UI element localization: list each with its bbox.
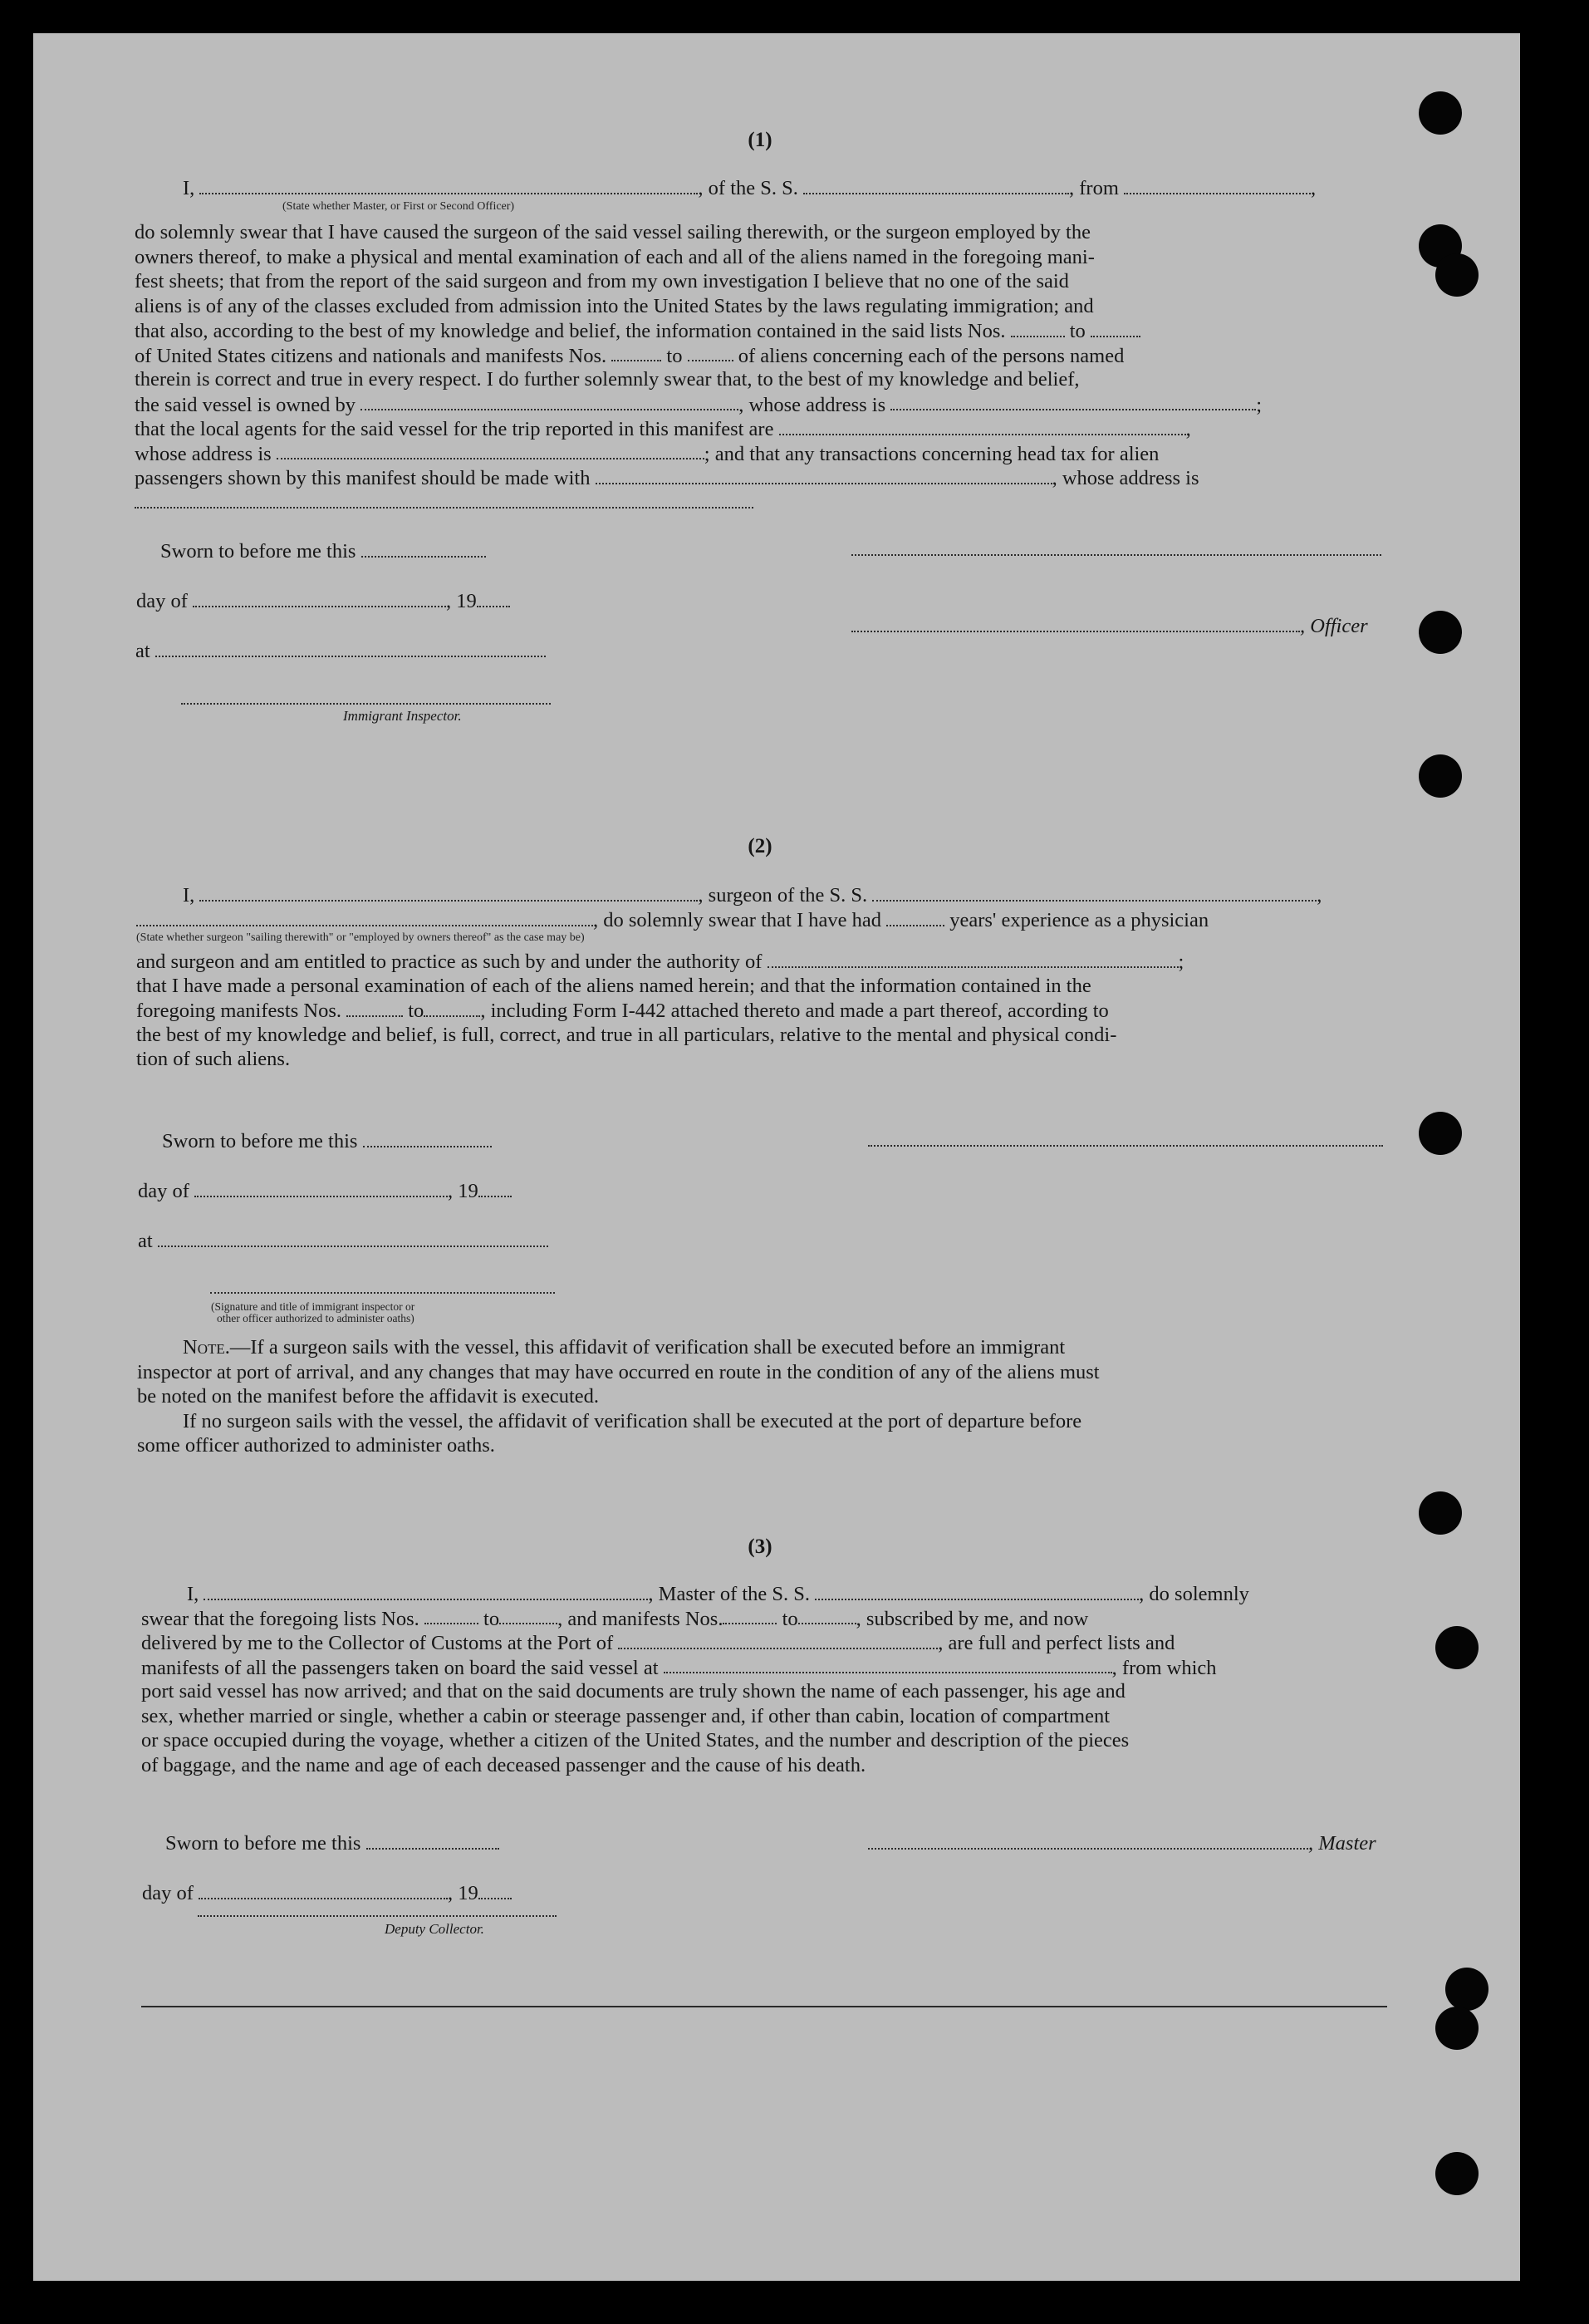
master-label: , Master: [1308, 1831, 1376, 1855]
punch-hole: [1435, 1626, 1479, 1669]
s2-year-field[interactable]: [478, 1178, 512, 1197]
s3-manifests-to-field[interactable]: [798, 1606, 856, 1625]
s3-delivered-line: delivered by me to the Collector of Customs at the Port of , are full and perfect lists and: [141, 1631, 1175, 1654]
s1-line-final-address: [135, 490, 1419, 515]
s2-sworn-row: Sworn to before me this: [162, 1128, 492, 1153]
s1-line-head-tax: passengers shown by this manifest should be made with , whose address is: [135, 466, 1199, 489]
punch-hole: [1419, 1112, 1462, 1155]
s3-month-field[interactable]: [199, 1880, 448, 1899]
note-line: inspector at port of arrival, and any changes that may have occurred en route in the condition of any of the aliens must: [137, 1360, 1100, 1383]
s1-line-manifests: of United States citizens and nationals and manifests Nos. to of aliens concerning each of the persons named: [135, 344, 1125, 367]
from-port-field[interactable]: [1124, 175, 1311, 194]
s1-sworn-row: Sworn to before me this: [160, 538, 486, 563]
section-1-body: [135, 220, 1419, 514]
collector-port-field[interactable]: [618, 1630, 938, 1649]
s3-sworn-row: Sworn to before me this: [165, 1830, 499, 1855]
officer-label: , Officer: [1300, 614, 1368, 637]
section-3-body: [141, 1581, 1425, 1777]
s2-first-line: I, , surgeon of the S. S. ,: [183, 883, 1322, 907]
form-sheet: [33, 33, 1520, 2281]
owner-field[interactable]: [360, 392, 738, 411]
s2-manifests-to-field[interactable]: [424, 998, 480, 1017]
section-3-number: (3): [748, 1535, 772, 1558]
s1-line: aliens is of any of the classes excluded from admission into the United States by the laws regulating immigration; and: [135, 294, 1094, 317]
agents-field[interactable]: [779, 416, 1186, 435]
s1-line: fest sheets; that from the report of the said surgeon and from my own investigation I believe that no one of the said: [135, 270, 1069, 292]
s2-inspector-signature-line[interactable]: [210, 1292, 555, 1294]
master-signature-field[interactable]: [868, 1830, 1308, 1850]
section-1-first-line: I, , of the S. S. , from ,: [183, 176, 1317, 199]
s2-vessel-field[interactable]: [872, 882, 1317, 902]
surgeon-caption: (State whether surgeon "sailing therewith" or "employed by owners thereof" as the case may be): [136, 931, 585, 944]
note-block: [137, 1335, 1423, 1458]
of-the-ss-label: , of the S. S.: [698, 176, 798, 199]
s3-day-row: day of , 19: [142, 1880, 512, 1905]
s3-manifests-from-field[interactable]: [723, 1606, 777, 1625]
section-2-body: [136, 949, 1423, 1072]
punch-hole: [1419, 754, 1462, 798]
note-line: If no surgeon sails with the vessel, the affidavit of verification shall be executed at the port of departure before: [183, 1409, 1082, 1432]
from-label: , from: [1069, 176, 1119, 199]
master-name-field[interactable]: [204, 1581, 648, 1600]
s3-line: or space occupied during the voyage, whether a citizen of the United States, and the number and description of the pieces: [141, 1729, 1130, 1752]
s2-surgeon-signature-line[interactable]: [868, 1145, 1383, 1147]
years-experience-field[interactable]: [886, 907, 944, 926]
punch-hole: [1419, 1491, 1462, 1535]
note-heading: Note.: [183, 1336, 230, 1359]
s2-second-line: , do solemnly swear that I have had years' experience as a physician: [136, 907, 1209, 932]
vessel-name-field[interactable]: [803, 175, 1069, 194]
punch-hole: [1419, 91, 1462, 135]
embarkation-port-field[interactable]: [664, 1655, 1112, 1674]
s1-line: owners thereof, to make a physical and mental examination of each and all of the aliens named in the foregoing mani-: [135, 245, 1095, 268]
s3-lists-from-field[interactable]: [424, 1606, 478, 1625]
punch-hole: [1435, 2007, 1479, 2050]
s3-line: of baggage, and the name and age of each deceased passenger and the cause of his death.: [141, 1753, 866, 1776]
s3-line: port said vessel has now arrived; and that on the said documents are truly shown the name of each passenger, his age and: [141, 1680, 1126, 1702]
s2-sworn-day-field[interactable]: [363, 1128, 492, 1147]
s3-line: sex, whether married or single, whether a cabin or steerage passenger and, if other than cabin, location of compartment: [141, 1704, 1111, 1727]
note-line: some officer authorized to administer oaths.: [137, 1434, 495, 1457]
i-label: I,: [183, 176, 195, 199]
s3-sworn-day-field[interactable]: [366, 1830, 499, 1850]
s2-line: the best of my knowledge and belief, is full, correct, and true in all particulars, relative to the mental and physical condi-: [136, 1023, 1117, 1046]
immigrant-inspector-label: Immigrant Inspector.: [343, 708, 462, 724]
s2-line-authority: and surgeon and am entitled to practice as such by and under the authority of ;: [136, 950, 1184, 973]
head-tax-party-field[interactable]: [596, 465, 1052, 484]
manifests-from-field[interactable]: [611, 343, 661, 362]
s2-sig-caption-2: other officer authorized to administer oaths): [217, 1312, 414, 1324]
s1-sworn-day-field[interactable]: [361, 538, 486, 558]
s1-line-owner: the said vessel is owned by , whose address is ;: [135, 393, 1263, 416]
s3-lists-line: swear that the foregoing lists Nos. to , and manifests Nos. to , subscribed by me, and now: [141, 1607, 1089, 1630]
s1-line-agents: that the local agents for the said vessel for the trip reported in this manifest are ,: [135, 417, 1191, 440]
s1-officer-signature-line[interactable]: [851, 554, 1381, 556]
s2-at-row: at: [138, 1228, 548, 1253]
s1-line: do solemnly swear that I have caused the surgeon of the said vessel sailing therewith, or the surgeon employed by the: [135, 221, 1091, 243]
s3-master-row: [868, 1830, 1376, 1855]
bottom-rule: [141, 2006, 1387, 2007]
punch-hole: [1419, 611, 1462, 654]
s3-vessel-field[interactable]: [815, 1581, 1139, 1600]
s2-line-foregoing: foregoing manifests Nos. to , including Form I-442 attached thereto and made a part thereof, according to: [136, 999, 1109, 1022]
s2-month-field[interactable]: [194, 1178, 448, 1197]
s1-line-lists: that also, according to the best of my knowledge and belief, the information contained in the said lists Nos. to: [135, 318, 1419, 343]
deputy-collector-label: Deputy Collector.: [385, 1921, 484, 1937]
surgeon-status-field[interactable]: [136, 907, 593, 926]
s1-line: therein is correct and true in every respect. I do further solemnly swear that, to the best of my knowledge and belief,: [135, 368, 1080, 391]
s2-manifests-from-field[interactable]: [346, 998, 403, 1017]
owner-address-field[interactable]: [890, 392, 1256, 411]
s1-at-row: at: [135, 638, 546, 663]
s1-officer-title-field[interactable]: [851, 613, 1300, 632]
punch-hole: [1435, 253, 1479, 297]
lists-to-field[interactable]: [1091, 318, 1140, 337]
s1-line-agent-address: whose address is ; and that any transactions concerning head tax for alien: [135, 442, 1160, 465]
s1-officer-row: [851, 613, 1368, 638]
s3-lists-to-field[interactable]: [499, 1606, 557, 1625]
s2-day-row: day of , 19: [138, 1178, 512, 1203]
punch-hole: [1435, 2152, 1479, 2195]
s1-at-place-field[interactable]: [155, 638, 546, 657]
lists-from-field[interactable]: [1011, 318, 1065, 337]
surgeon-name-field[interactable]: [199, 882, 698, 902]
s3-year-field[interactable]: [478, 1880, 512, 1899]
head-tax-address-field[interactable]: [135, 490, 753, 509]
s2-line: that I have made a personal examination of each of the aliens named herein; and that the information contained in the: [136, 974, 1091, 997]
officer-caption: (State whether Master, or First or Second Officer): [282, 200, 515, 213]
s1-year-field[interactable]: [477, 588, 510, 607]
s1-inspector-signature-line[interactable]: [181, 703, 551, 705]
note-line: Note.—If a surgeon sails with the vessel, this affidavit of verification shall be executed before an immigrant: [183, 1336, 1066, 1359]
note-line: be noted on the manifest before the affidavit is executed.: [137, 1385, 600, 1408]
punch-hole: [1445, 1968, 1488, 2011]
section-1-number: (1): [748, 129, 772, 151]
section-2-number: (2): [748, 835, 772, 857]
s2-sig-caption-1: (Signature and title of immigrant inspector or: [211, 1300, 415, 1313]
s1-month-field[interactable]: [193, 588, 446, 607]
authority-field[interactable]: [768, 949, 1179, 968]
s3-deputy-signature-line[interactable]: [198, 1915, 557, 1917]
s2-at-place-field[interactable]: [158, 1228, 548, 1247]
manifests-to-field[interactable]: [688, 343, 733, 362]
officer-name-field[interactable]: [199, 175, 698, 194]
s3-first-line: I, , Master of the S. S. , do solemnly: [187, 1582, 1249, 1605]
s3-manifests-line: manifests of all the passengers taken on board the said vessel at , from which: [141, 1656, 1217, 1679]
s1-day-row: day of , 19: [136, 588, 510, 613]
s2-line: tion of such aliens.: [136, 1048, 291, 1070]
agent-address-field[interactable]: [277, 441, 704, 460]
